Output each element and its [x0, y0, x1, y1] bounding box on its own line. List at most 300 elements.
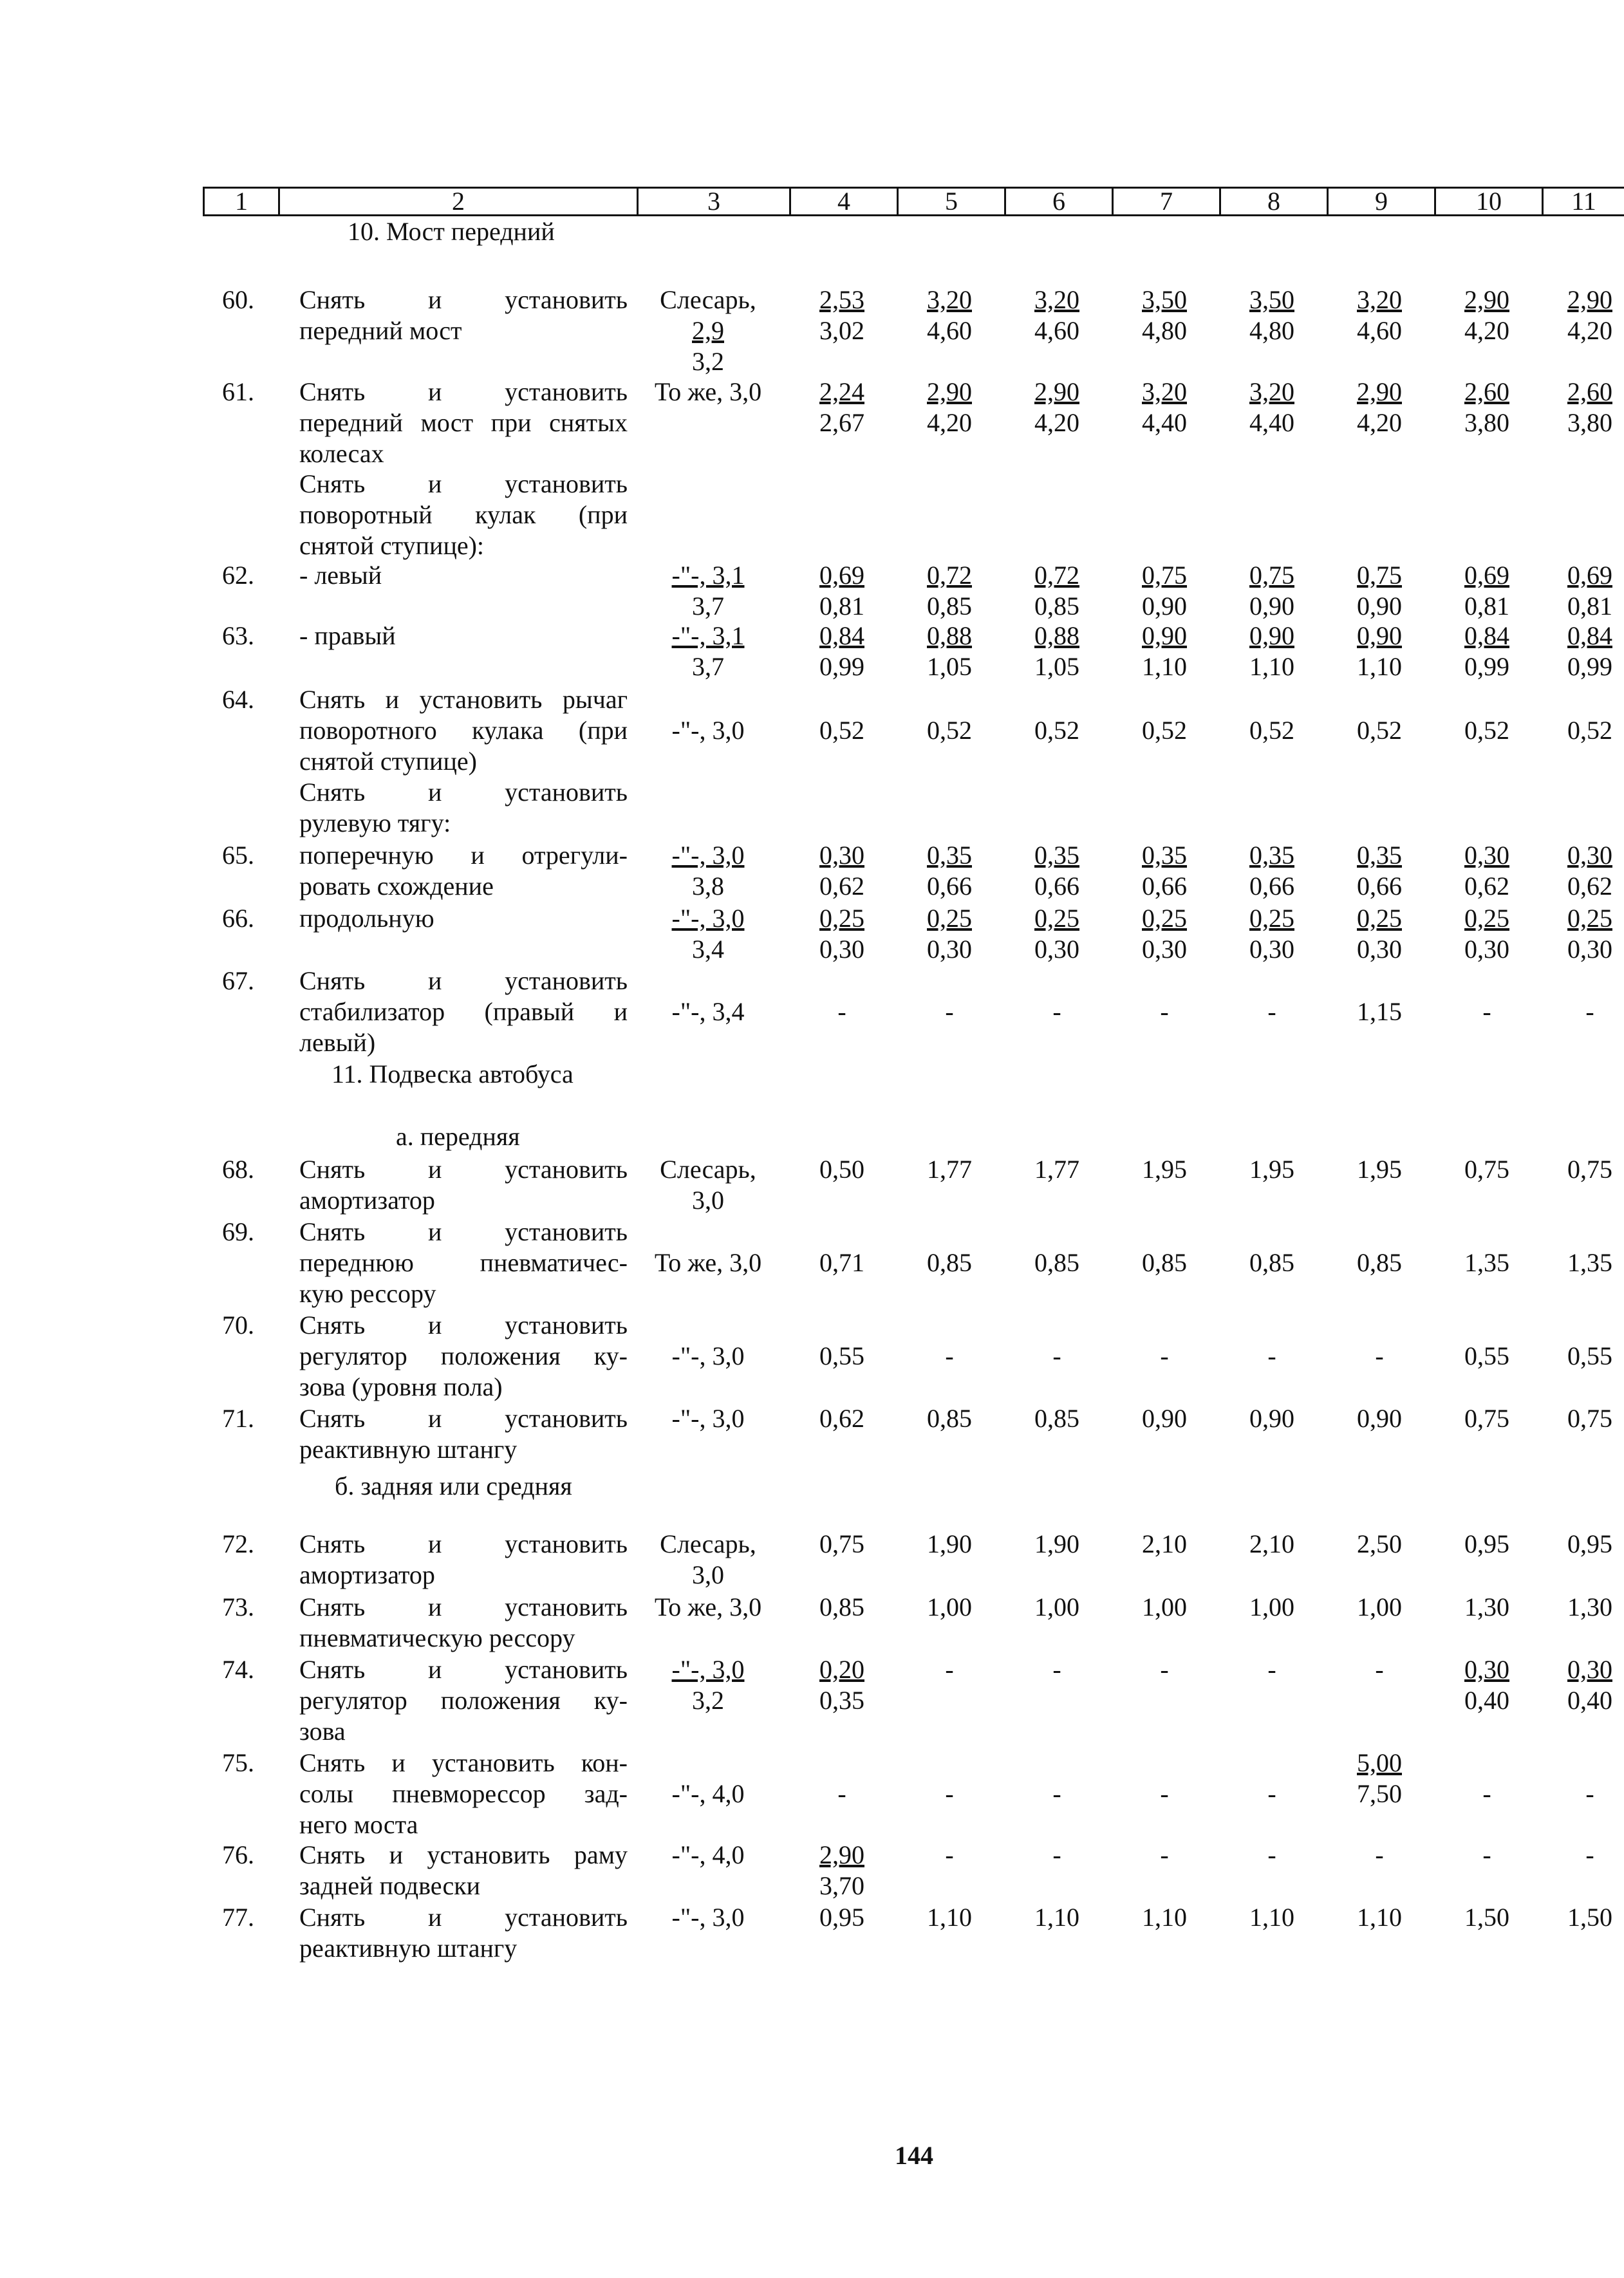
time-norm-value: 1,90 [927, 1529, 972, 1558]
section-heading-front-axle: 10. Мост передний [348, 217, 555, 246]
time-norm-value: 0,85 [1034, 1404, 1079, 1433]
description-line: Снять и установить раму [299, 1840, 628, 1869]
header-col-3: 3 [637, 187, 791, 216]
time-norm-value: 1,95 [1142, 1155, 1187, 1184]
worker-grade-line: Слесарь, [660, 285, 756, 314]
time-norm-numerator: 2,53 [819, 285, 864, 314]
time-norm-value: 1,10 [1034, 1903, 1079, 1932]
time-norm-value: - [1160, 1840, 1169, 1869]
time-norm-col-4 [794, 1403, 890, 1434]
time-norm-col-7 [1116, 1654, 1213, 1685]
time-norm-col-7 [1116, 996, 1213, 1027]
time-norm-col-4 [794, 996, 890, 1027]
worker-grade [634, 621, 782, 682]
time-norm-col-10 [1439, 1779, 1535, 1809]
time-norm-col-10 [1439, 1654, 1535, 1716]
time-norm-denominator: 0,66 [1249, 872, 1294, 901]
time-norm-value: - [945, 1779, 954, 1808]
worker-grade [634, 1154, 782, 1216]
time-norm-col-11 [1542, 1840, 1624, 1871]
time-norm-numerator: 0,90 [1357, 621, 1402, 650]
time-norm-value: 0,52 [1464, 716, 1509, 745]
worker-grade [634, 1654, 782, 1716]
time-norm-col-8 [1224, 1247, 1320, 1278]
time-norm-col-11 [1542, 377, 1624, 438]
time-norm-col-6 [1009, 715, 1105, 746]
time-norm-col-9 [1331, 1654, 1428, 1685]
operation-description [299, 777, 628, 839]
description-line: колесах [299, 439, 384, 468]
time-norm-value: 1,95 [1249, 1155, 1294, 1184]
time-norm-value: 1,10 [1249, 1903, 1294, 1932]
operation-description [299, 1902, 628, 1964]
time-norm-denominator: 0,30 [1357, 935, 1402, 964]
time-norm-value: 1,35 [1567, 1248, 1612, 1277]
time-norm-value: 0,52 [1567, 716, 1612, 745]
time-norm-denominator: 0,62 [1464, 872, 1509, 901]
worker-grade [634, 1247, 782, 1278]
time-norm-col-10 [1439, 1403, 1535, 1434]
time-norm-col-6 [1009, 1592, 1105, 1623]
section-heading-rear-suspension: б. задняя или средняя [335, 1471, 572, 1500]
time-norm-col-11 [1542, 840, 1624, 902]
time-norm-col-8 [1224, 285, 1320, 346]
time-norm-numerator: 0,25 [1249, 904, 1294, 933]
description-line: ровать схождение [299, 872, 494, 901]
time-norm-value: 0,75 [1464, 1155, 1509, 1184]
row-number: 68. [222, 1155, 254, 1184]
time-norm-col-5 [901, 1779, 998, 1809]
time-norm-col-6 [1009, 1840, 1105, 1871]
time-norm-value: - [1585, 997, 1594, 1026]
time-norm-col-7 [1116, 840, 1213, 902]
operation-description [299, 1654, 628, 1747]
operation-description [299, 377, 628, 469]
time-norm-col-9 [1331, 560, 1428, 622]
time-norm-value: 0,75 [1567, 1404, 1612, 1433]
time-norm-numerator: 0,75 [1357, 561, 1402, 590]
worker-grade [634, 377, 782, 407]
time-norm-col-4 [794, 1779, 890, 1809]
time-norm-value: - [837, 997, 846, 1026]
description-line: кую рессору [299, 1279, 436, 1308]
worker-grade [634, 1840, 782, 1871]
time-norm-value: 0,55 [819, 1341, 864, 1370]
time-norm-numerator: 0,25 [1464, 904, 1509, 933]
time-norm-col-7 [1116, 1247, 1213, 1278]
time-norm-value: 1,10 [1357, 1903, 1402, 1932]
time-norm-denominator: 0,62 [1567, 872, 1612, 901]
time-norm-value: 1,30 [1567, 1592, 1612, 1621]
time-norm-denominator: 0,66 [927, 872, 972, 901]
time-norm-value: - [945, 997, 954, 1026]
time-norm-denominator: 0,30 [927, 935, 972, 964]
description-line: Снять и установить [299, 469, 628, 498]
description-line: Снять и установить [299, 377, 628, 406]
time-norm-denominator: 0,85 [927, 592, 972, 621]
time-norm-numerator: 0,90 [1142, 621, 1187, 650]
time-norm-numerator: 2,90 [1567, 285, 1612, 314]
time-norm-denominator: 4,20 [1464, 316, 1509, 345]
time-norm-value: 0,75 [1567, 1155, 1612, 1184]
worker-grade-line: -"-, 3,0 [671, 1404, 745, 1433]
time-norm-denominator: 3,70 [819, 1871, 864, 1900]
time-norm-col-10 [1439, 715, 1535, 746]
header-col-1: 1 [203, 187, 280, 216]
time-norm-col-5 [901, 560, 998, 622]
time-norm-col-10 [1439, 1341, 1535, 1372]
description-line: поворотный кулак (при [299, 500, 628, 529]
worker-grade-line: -"-, 3,1 [671, 621, 745, 650]
operation-description [299, 966, 628, 1058]
time-norm-denominator: 4,80 [1142, 316, 1187, 345]
time-norm-numerator: 0,30 [1464, 1655, 1509, 1684]
time-norm-numerator: 0,84 [819, 621, 864, 650]
time-norm-denominator: 0,81 [1464, 592, 1509, 621]
time-norm-col-8 [1224, 1529, 1320, 1560]
time-norm-col-6 [1009, 840, 1105, 902]
time-norm-denominator: 0,81 [1567, 592, 1612, 621]
time-norm-value: 0,55 [1464, 1341, 1509, 1370]
time-norm-col-4 [794, 560, 890, 622]
time-norm-col-7 [1116, 1403, 1213, 1434]
time-norm-value: 0,85 [819, 1592, 864, 1621]
worker-grade [634, 996, 782, 1027]
time-norm-col-11 [1542, 1592, 1624, 1623]
time-norm-col-9 [1331, 715, 1428, 746]
time-norm-col-7 [1116, 1902, 1213, 1933]
time-norm-col-10 [1439, 1154, 1535, 1185]
description-line: Снять и установить [299, 285, 628, 314]
header-col-8: 8 [1219, 187, 1329, 216]
time-norm-col-4 [794, 1341, 890, 1372]
time-norm-value: 1,90 [1034, 1529, 1079, 1558]
page-number: 144 [895, 2141, 933, 2170]
time-norm-value: 0,75 [819, 1529, 864, 1558]
time-norm-value: 1,50 [1464, 1903, 1509, 1932]
worker-grade-line: То же, 3,0 [654, 1248, 762, 1277]
time-norm-value: 1,50 [1567, 1903, 1612, 1932]
time-norm-denominator: 0,30 [819, 935, 864, 964]
time-norm-denominator: 0,30 [1464, 935, 1509, 964]
row-number: 76. [222, 1840, 254, 1869]
operation-description [299, 1840, 628, 1901]
time-norm-numerator: 0,35 [927, 841, 972, 870]
row-number: 67. [222, 966, 254, 995]
time-norm-denominator: 1,10 [1249, 652, 1294, 681]
time-norm-denominator: 3,02 [819, 316, 864, 345]
time-norm-col-11 [1542, 1154, 1624, 1185]
description-line: продольную [299, 904, 434, 933]
row-number: 60. [222, 285, 254, 314]
worker-grade-line: 2,9 [692, 316, 724, 345]
time-norm-value: 1,00 [927, 1592, 972, 1621]
time-norm-col-6 [1009, 903, 1105, 965]
time-norm-col-6 [1009, 377, 1105, 438]
worker-grade-line: -"-, 3,0 [671, 1903, 745, 1932]
time-norm-col-10 [1439, 377, 1535, 438]
time-norm-col-10 [1439, 840, 1535, 902]
operation-description [299, 1217, 628, 1309]
worker-grade [634, 715, 782, 746]
worker-grade-line: То же, 3,0 [654, 1592, 762, 1621]
time-norm-numerator: 0,75 [1249, 561, 1294, 590]
time-norm-col-6 [1009, 621, 1105, 682]
time-norm-numerator: 3,50 [1249, 285, 1294, 314]
time-norm-col-4 [794, 840, 890, 902]
time-norm-value: - [1052, 1840, 1061, 1869]
time-norm-numerator: 2,90 [927, 377, 972, 406]
time-norm-numerator: 0,20 [819, 1655, 864, 1684]
time-norm-value: - [1267, 1840, 1276, 1869]
header-col-2: 2 [278, 187, 639, 216]
description-line: Снять и установить [299, 1404, 628, 1433]
operation-description [299, 684, 628, 777]
time-norm-value: 0,85 [1249, 1248, 1294, 1277]
time-norm-col-4 [794, 715, 890, 746]
time-norm-value: 0,75 [1464, 1404, 1509, 1433]
section-heading-front-suspension: а. передняя [396, 1122, 520, 1151]
description-line: Снять и установить [299, 1655, 628, 1684]
time-norm-col-9 [1331, 377, 1428, 438]
time-norm-value: 1,95 [1357, 1155, 1402, 1184]
time-norm-col-4 [794, 621, 890, 682]
time-norm-value: - [1375, 1341, 1384, 1370]
time-norm-col-5 [901, 1529, 998, 1560]
time-norm-col-11 [1542, 1654, 1624, 1716]
time-norm-col-8 [1224, 1779, 1320, 1809]
operation-description [299, 1592, 628, 1654]
time-norm-denominator: 1,05 [927, 652, 972, 681]
time-norm-denominator: 0,66 [1357, 872, 1402, 901]
time-norm-numerator: 0,25 [1142, 904, 1187, 933]
worker-grade-line: 3,0 [692, 1560, 724, 1589]
description-line: левый) [299, 1028, 376, 1057]
time-norm-value: 0,85 [1034, 1248, 1079, 1277]
worker-grade-line: -"-, 3,0 [671, 716, 745, 745]
time-norm-numerator: 0,69 [1567, 561, 1612, 590]
time-norm-col-4 [794, 1154, 890, 1185]
time-norm-denominator: 0,99 [819, 652, 864, 681]
time-norm-col-5 [901, 903, 998, 965]
description-line: пневматическую рессору [299, 1623, 575, 1652]
time-norm-numerator: 0,25 [1357, 904, 1402, 933]
time-norm-col-6 [1009, 1902, 1105, 1933]
time-norm-col-6 [1009, 1654, 1105, 1685]
description-line: Снять и установить [299, 1903, 628, 1932]
time-norm-value: - [1482, 1840, 1491, 1869]
time-norm-denominator: 4,40 [1249, 408, 1294, 437]
description-line: регулятор положения ку- [299, 1341, 628, 1370]
time-norm-denominator: 3,80 [1567, 408, 1612, 437]
time-norm-numerator: 0,72 [927, 561, 972, 590]
time-norm-col-6 [1009, 1154, 1105, 1185]
time-norm-value: - [1375, 1840, 1384, 1869]
time-norm-denominator: 0,90 [1357, 592, 1402, 621]
time-norm-col-5 [901, 621, 998, 682]
time-norm-col-9 [1331, 1247, 1428, 1278]
time-norm-denominator: 0,90 [1142, 592, 1187, 621]
worker-grade [634, 903, 782, 965]
time-norm-numerator: 2,90 [1357, 377, 1402, 406]
time-norm-col-8 [1224, 377, 1320, 438]
time-norm-col-6 [1009, 285, 1105, 346]
time-norm-denominator: 4,40 [1142, 408, 1187, 437]
worker-grade-line: -"-, 3,0 [671, 904, 745, 933]
time-norm-value: - [1052, 1655, 1061, 1684]
time-norm-denominator: 1,10 [1142, 652, 1187, 681]
worker-grade [634, 560, 782, 622]
description-line: поворотного кулака (при [299, 716, 628, 745]
time-norm-value: 0,52 [927, 716, 972, 745]
description-line: реактивную штангу [299, 1934, 518, 1963]
time-norm-col-5 [901, 1902, 998, 1933]
time-norm-col-4 [794, 1529, 890, 1560]
time-norm-numerator: 0,88 [927, 621, 972, 650]
description-line: зова [299, 1717, 346, 1746]
time-norm-value: - [945, 1840, 954, 1869]
time-norm-col-10 [1439, 1902, 1535, 1933]
time-norm-value: 0,95 [1567, 1529, 1612, 1558]
time-norm-col-10 [1439, 1529, 1535, 1560]
time-norm-value: 0,52 [1034, 716, 1079, 745]
time-norm-value: - [1585, 1779, 1594, 1808]
time-norm-value: - [837, 1779, 846, 1808]
time-norm-numerator: 0,90 [1249, 621, 1294, 650]
row-number: 62. [222, 561, 254, 590]
time-norm-numerator: 0,25 [1034, 904, 1079, 933]
time-norm-col-7 [1116, 1341, 1213, 1372]
time-norm-col-8 [1224, 1840, 1320, 1871]
worker-grade-line: -"-, 3,0 [671, 1655, 745, 1684]
time-norm-col-7 [1116, 621, 1213, 682]
time-norm-value: 0,52 [1357, 716, 1402, 745]
time-norm-numerator: 2,90 [819, 1840, 864, 1869]
time-norm-col-4 [794, 377, 890, 438]
time-norm-denominator: 0,35 [819, 1686, 864, 1715]
description-line: амортизатор [299, 1186, 435, 1215]
time-norm-col-8 [1224, 1654, 1320, 1685]
time-norm-value: 1,10 [927, 1903, 972, 1932]
time-norm-col-4 [794, 285, 890, 346]
time-norm-denominator: 0,66 [1034, 872, 1079, 901]
time-norm-col-4 [794, 1592, 890, 1623]
time-norm-value: 0,62 [819, 1404, 864, 1433]
time-norm-col-9 [1331, 1341, 1428, 1372]
time-norm-numerator: 0,30 [819, 841, 864, 870]
row-number: 61. [222, 377, 254, 406]
time-norm-numerator: 0,69 [1464, 561, 1509, 590]
row-number: 73. [222, 1592, 254, 1621]
time-norm-numerator: 0,35 [1034, 841, 1079, 870]
time-norm-numerator: 2,60 [1464, 377, 1509, 406]
time-norm-value: 1,30 [1464, 1592, 1509, 1621]
time-norm-col-10 [1439, 996, 1535, 1027]
time-norm-col-9 [1331, 1748, 1428, 1809]
description-line: стабилизатор (правый и [299, 997, 628, 1026]
time-norm-col-5 [901, 285, 998, 346]
worker-grade-line: Слесарь, [660, 1155, 756, 1184]
time-norm-value: 1,35 [1464, 1248, 1509, 1277]
time-norm-denominator: 0,99 [1464, 652, 1509, 681]
time-norm-col-7 [1116, 1154, 1213, 1185]
time-norm-col-7 [1116, 285, 1213, 346]
description-line: рулевую тягу: [299, 808, 451, 837]
time-norm-col-7 [1116, 1779, 1213, 1809]
time-norm-numerator: 0,84 [1464, 621, 1509, 650]
time-norm-value: 1,15 [1357, 997, 1402, 1026]
time-norm-col-10 [1439, 1247, 1535, 1278]
operation-description [299, 1748, 628, 1840]
time-norm-col-6 [1009, 1403, 1105, 1434]
operation-description [299, 1154, 628, 1216]
row-number: 71. [222, 1404, 254, 1433]
row-number: 69. [222, 1217, 254, 1246]
time-norm-value: - [1267, 1341, 1276, 1370]
time-norm-value: - [1585, 1840, 1594, 1869]
time-norm-denominator: 0,62 [819, 872, 864, 901]
time-norm-value: 0,85 [1142, 1248, 1187, 1277]
worker-grade [634, 1341, 782, 1372]
header-col-5: 5 [897, 187, 1006, 216]
time-norm-numerator: 0,30 [1567, 841, 1612, 870]
time-norm-col-11 [1542, 1529, 1624, 1560]
worker-grade-line: 3,2 [692, 347, 724, 376]
worker-grade-line: 3,7 [692, 652, 724, 681]
time-norm-col-10 [1439, 1840, 1535, 1871]
header-col-11: 11 [1542, 187, 1624, 216]
time-norm-col-8 [1224, 903, 1320, 965]
description-line: Снять и установить [299, 1592, 628, 1621]
time-norm-col-5 [901, 1592, 998, 1623]
time-norm-value: 1,00 [1034, 1592, 1079, 1621]
time-norm-col-6 [1009, 1247, 1105, 1278]
time-norm-numerator: 0,72 [1034, 561, 1079, 590]
time-norm-value: 0,52 [1249, 716, 1294, 745]
time-norm-col-5 [901, 1154, 998, 1185]
time-norm-value: 0,90 [1249, 1404, 1294, 1433]
time-norm-numerator: 0,25 [1567, 904, 1612, 933]
time-norm-value: - [1375, 1655, 1384, 1684]
section-heading-suspension: 11. Подвеска автобуса [331, 1060, 574, 1088]
worker-grade [634, 1592, 782, 1623]
time-norm-col-11 [1542, 1247, 1624, 1278]
time-norm-col-11 [1542, 285, 1624, 346]
time-norm-value: 1,77 [1034, 1155, 1079, 1184]
worker-grade-line: -"-, 3,0 [671, 1341, 745, 1370]
operation-description [299, 903, 628, 934]
time-norm-value: 0,95 [1464, 1529, 1509, 1558]
time-norm-numerator: 0,35 [1357, 841, 1402, 870]
worker-grade [634, 1529, 782, 1591]
time-norm-col-8 [1224, 1403, 1320, 1434]
time-norm-value: 2,10 [1142, 1529, 1187, 1558]
time-norm-denominator: 4,60 [1357, 316, 1402, 345]
time-norm-numerator: 0,84 [1567, 621, 1612, 650]
time-norm-denominator: 0,30 [1142, 935, 1187, 964]
time-norm-denominator: 4,20 [1034, 408, 1079, 437]
time-norm-value: - [1160, 1341, 1169, 1370]
time-norm-col-9 [1331, 1403, 1428, 1434]
time-norm-value: - [1267, 1779, 1276, 1808]
worker-grade-line: То же, 3,0 [654, 377, 762, 406]
time-norm-value: 0,55 [1567, 1341, 1612, 1370]
time-norm-col-9 [1331, 285, 1428, 346]
time-norm-col-9 [1331, 996, 1428, 1027]
time-norm-value: 1,77 [927, 1155, 972, 1184]
time-norm-col-8 [1224, 560, 1320, 622]
time-norm-col-5 [901, 996, 998, 1027]
